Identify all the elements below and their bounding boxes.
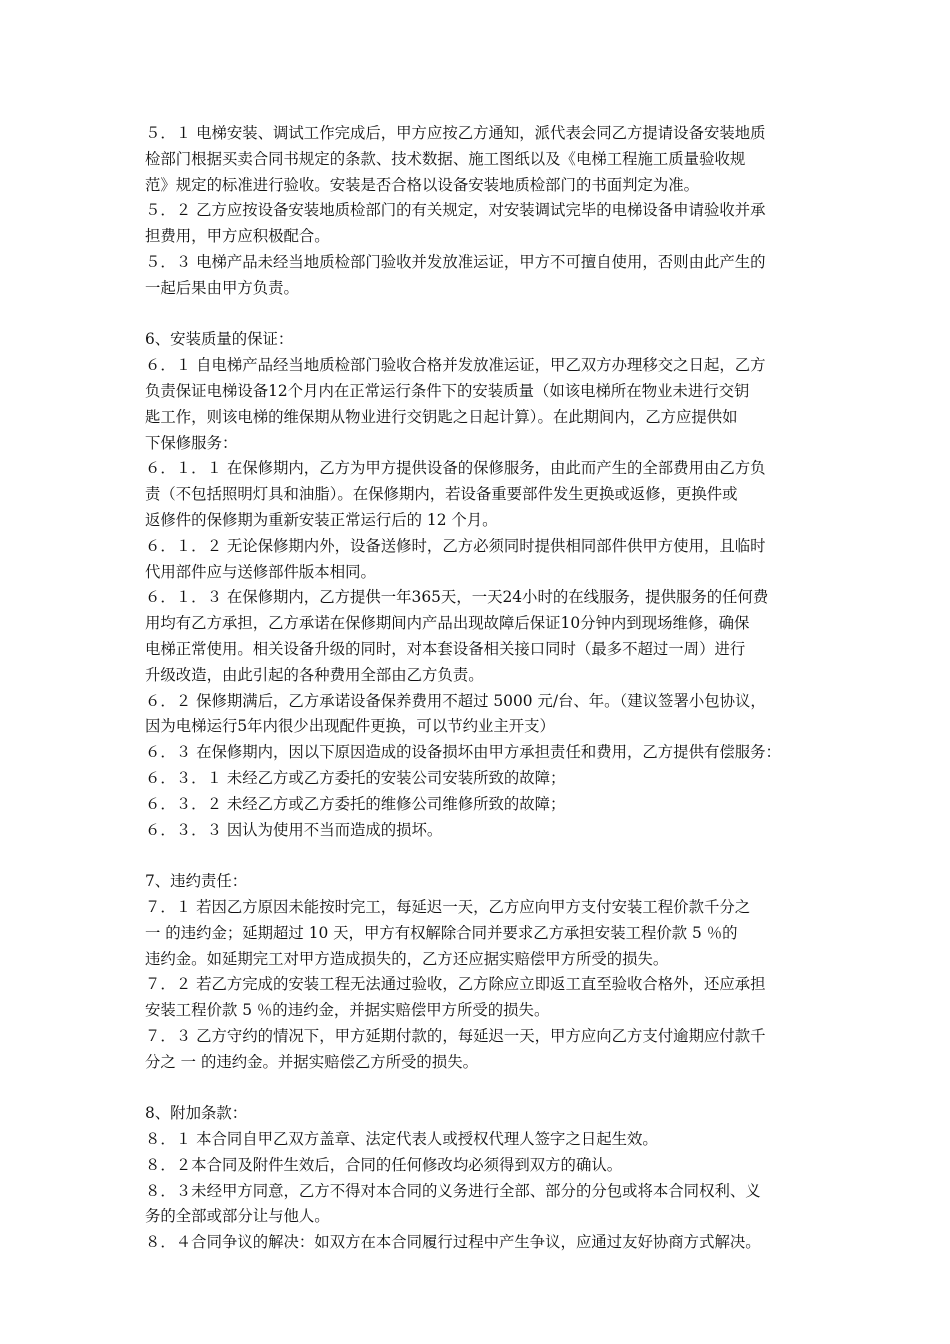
blank-line <box>145 843 810 869</box>
document-line: 匙工作，则该电梯的维保期从物业进行交钥匙之日起计算）。在此期间内，乙方应提供如 <box>145 407 738 426</box>
document-line: 负责保证电梯设备12个月内在正常运行条件下的安装质量（如该电梯所在物业未进行交钥 <box>145 381 750 400</box>
document-line: ７．１ 若因乙方原因未能按时完工，每延迟一天，乙方应向甲方支付安装工程价款千分之 <box>145 897 751 916</box>
document-line: 升级改造，由此引起的各种费用全部由乙方负责。 <box>145 665 484 684</box>
document-line: 7、违约责任： <box>145 872 248 891</box>
document-line: 用均有乙方承担，乙方承诺在保修期间内产品出现故障后保证10分钟内到现场维修，确保 <box>145 614 750 633</box>
document-line: ６．１．２ 无论保修期内外，设备送修时，乙方必须同时提供相同部件供甲方使用，且临时 <box>145 536 766 555</box>
document-line: ６．３ 在保修期内，因以下原因造成的设备损坏由甲方承担责任和费用，乙方提供有偿服务： <box>145 743 781 762</box>
document-line: 务的全部或部分让与他人。 <box>145 1207 330 1226</box>
document-line: ６．１．１ 在保修期内，乙方为甲方提供设备的保修服务，由此而产生的全部费用由乙方负 <box>145 459 766 478</box>
document-line: 一起后果由甲方负责。 <box>145 278 299 297</box>
document-line: 违约金。如延期完工对甲方造成损失的，乙方还应据实赔偿甲方所受的损失。 <box>145 949 669 968</box>
blank-line <box>145 302 810 328</box>
document-line: ６．３．１ 未经乙方或乙方委托的安装公司安装所致的故障； <box>145 768 566 787</box>
document-line: 安装工程价款 5 ％的违约金，并据实赔偿甲方所受的损失。 <box>145 1001 550 1020</box>
document-line: 分之 一 的违约金。并据实赔偿乙方所受的损失。 <box>145 1052 478 1071</box>
document-line: 责（不包括照明灯具和油脂）。在保修期内，若设备重要部件发生更换或返修，更换件或 <box>145 485 738 504</box>
document-line: ６．１．３ 在保修期内，乙方提供一年365天，一天24小时的在线服务，提供服务的任何费 <box>145 588 769 607</box>
document-line: ５．３ 电梯产品未经当地质检部门验收并发放准运证，甲方不可擅自使用，否则由此产生的 <box>145 252 766 271</box>
document-line: 范》规定的标准进行验收。安装是否合格以设备安装地质检部门的书面判定为准。 <box>145 175 700 194</box>
document-line: 代用部件应与送修部件版本相同。 <box>145 562 376 581</box>
document-line: ５．１ 电梯安装、调试工作完成后，甲方应按乙方通知，派代表会同乙方提请设备安装地质 <box>145 124 766 142</box>
document-line: 一 的违约金；延期超过 10 天，甲方有权解除合同并要求乙方承担安装工程价款 5 ％的 <box>145 923 738 942</box>
document-line: ７．３ 乙方守约的情况下，甲方延期付款的，每延迟一天，甲方应向乙方支付逾期应付款千 <box>145 1026 766 1045</box>
document-line: ６．１ 自电梯产品经当地质检部门验收合格并发放准运证，甲乙双方办理移交之日起，乙方 <box>145 356 766 375</box>
document-line: ８．１ 本合同自甲乙双方盖章、法定代表人或授权代理人签字之日起生效。 <box>145 1130 658 1149</box>
document-line: 因为电梯运行5年内很少出现配件更换，可以节约业主开支） <box>145 717 555 736</box>
document-line: 8、附加条款： <box>145 1104 248 1123</box>
document-line: 6、安装质量的保证： <box>145 330 294 349</box>
document-line: 电梯正常使用。相关设备升级的同时，对本套设备相关接口同时（最多不超过一周）进行 <box>145 639 746 658</box>
document-line: ６．３．３ 因认为使用不当而造成的损坏。 <box>145 820 443 839</box>
document-line: ６．２ 保修期满后，乙方承诺设备保养费用不超过 5000 元/台、年。（建议签署小包协议， <box>145 691 766 710</box>
document-line: 检部门根据买卖合同书规定的条款、技术数据、施工图纸以及《电梯工程施工质量验收规 <box>145 149 746 168</box>
document-body <box>145 121 810 1256</box>
document-line: ８．３未经甲方同意，乙方不得对本合同的义务进行全部、部分的分包或将本合同权利、义 <box>145 1181 761 1200</box>
document-line: ６．３．２ 未经乙方或乙方委托的维修公司维修所致的故障； <box>145 794 566 813</box>
document-line: 返修件的保修期为重新安装正常运行后的 12 个月。 <box>145 510 498 529</box>
document-line: 担费用，甲方应积极配合。 <box>145 227 330 246</box>
document-line: ８．４合同争议的解决：如双方在本合同履行过程中产生争议，应通过友好协商方式解决。 <box>145 1233 761 1252</box>
document-line: ７．２ 若乙方完成的安装工程无法通过验收，乙方除应立即返工直至验收合格外，还应承担 <box>145 975 766 994</box>
document-line: 下保修服务： <box>145 433 238 452</box>
document-line: ８．２本合同及附件生效后，合同的任何修改均必须得到双方的确认。 <box>145 1155 623 1174</box>
blank-line <box>145 1075 810 1101</box>
document-line: ５．２ 乙方应按设备安装地质检部门的有关规定，对安装调试完毕的电梯设备申请验收并承 <box>145 201 766 220</box>
